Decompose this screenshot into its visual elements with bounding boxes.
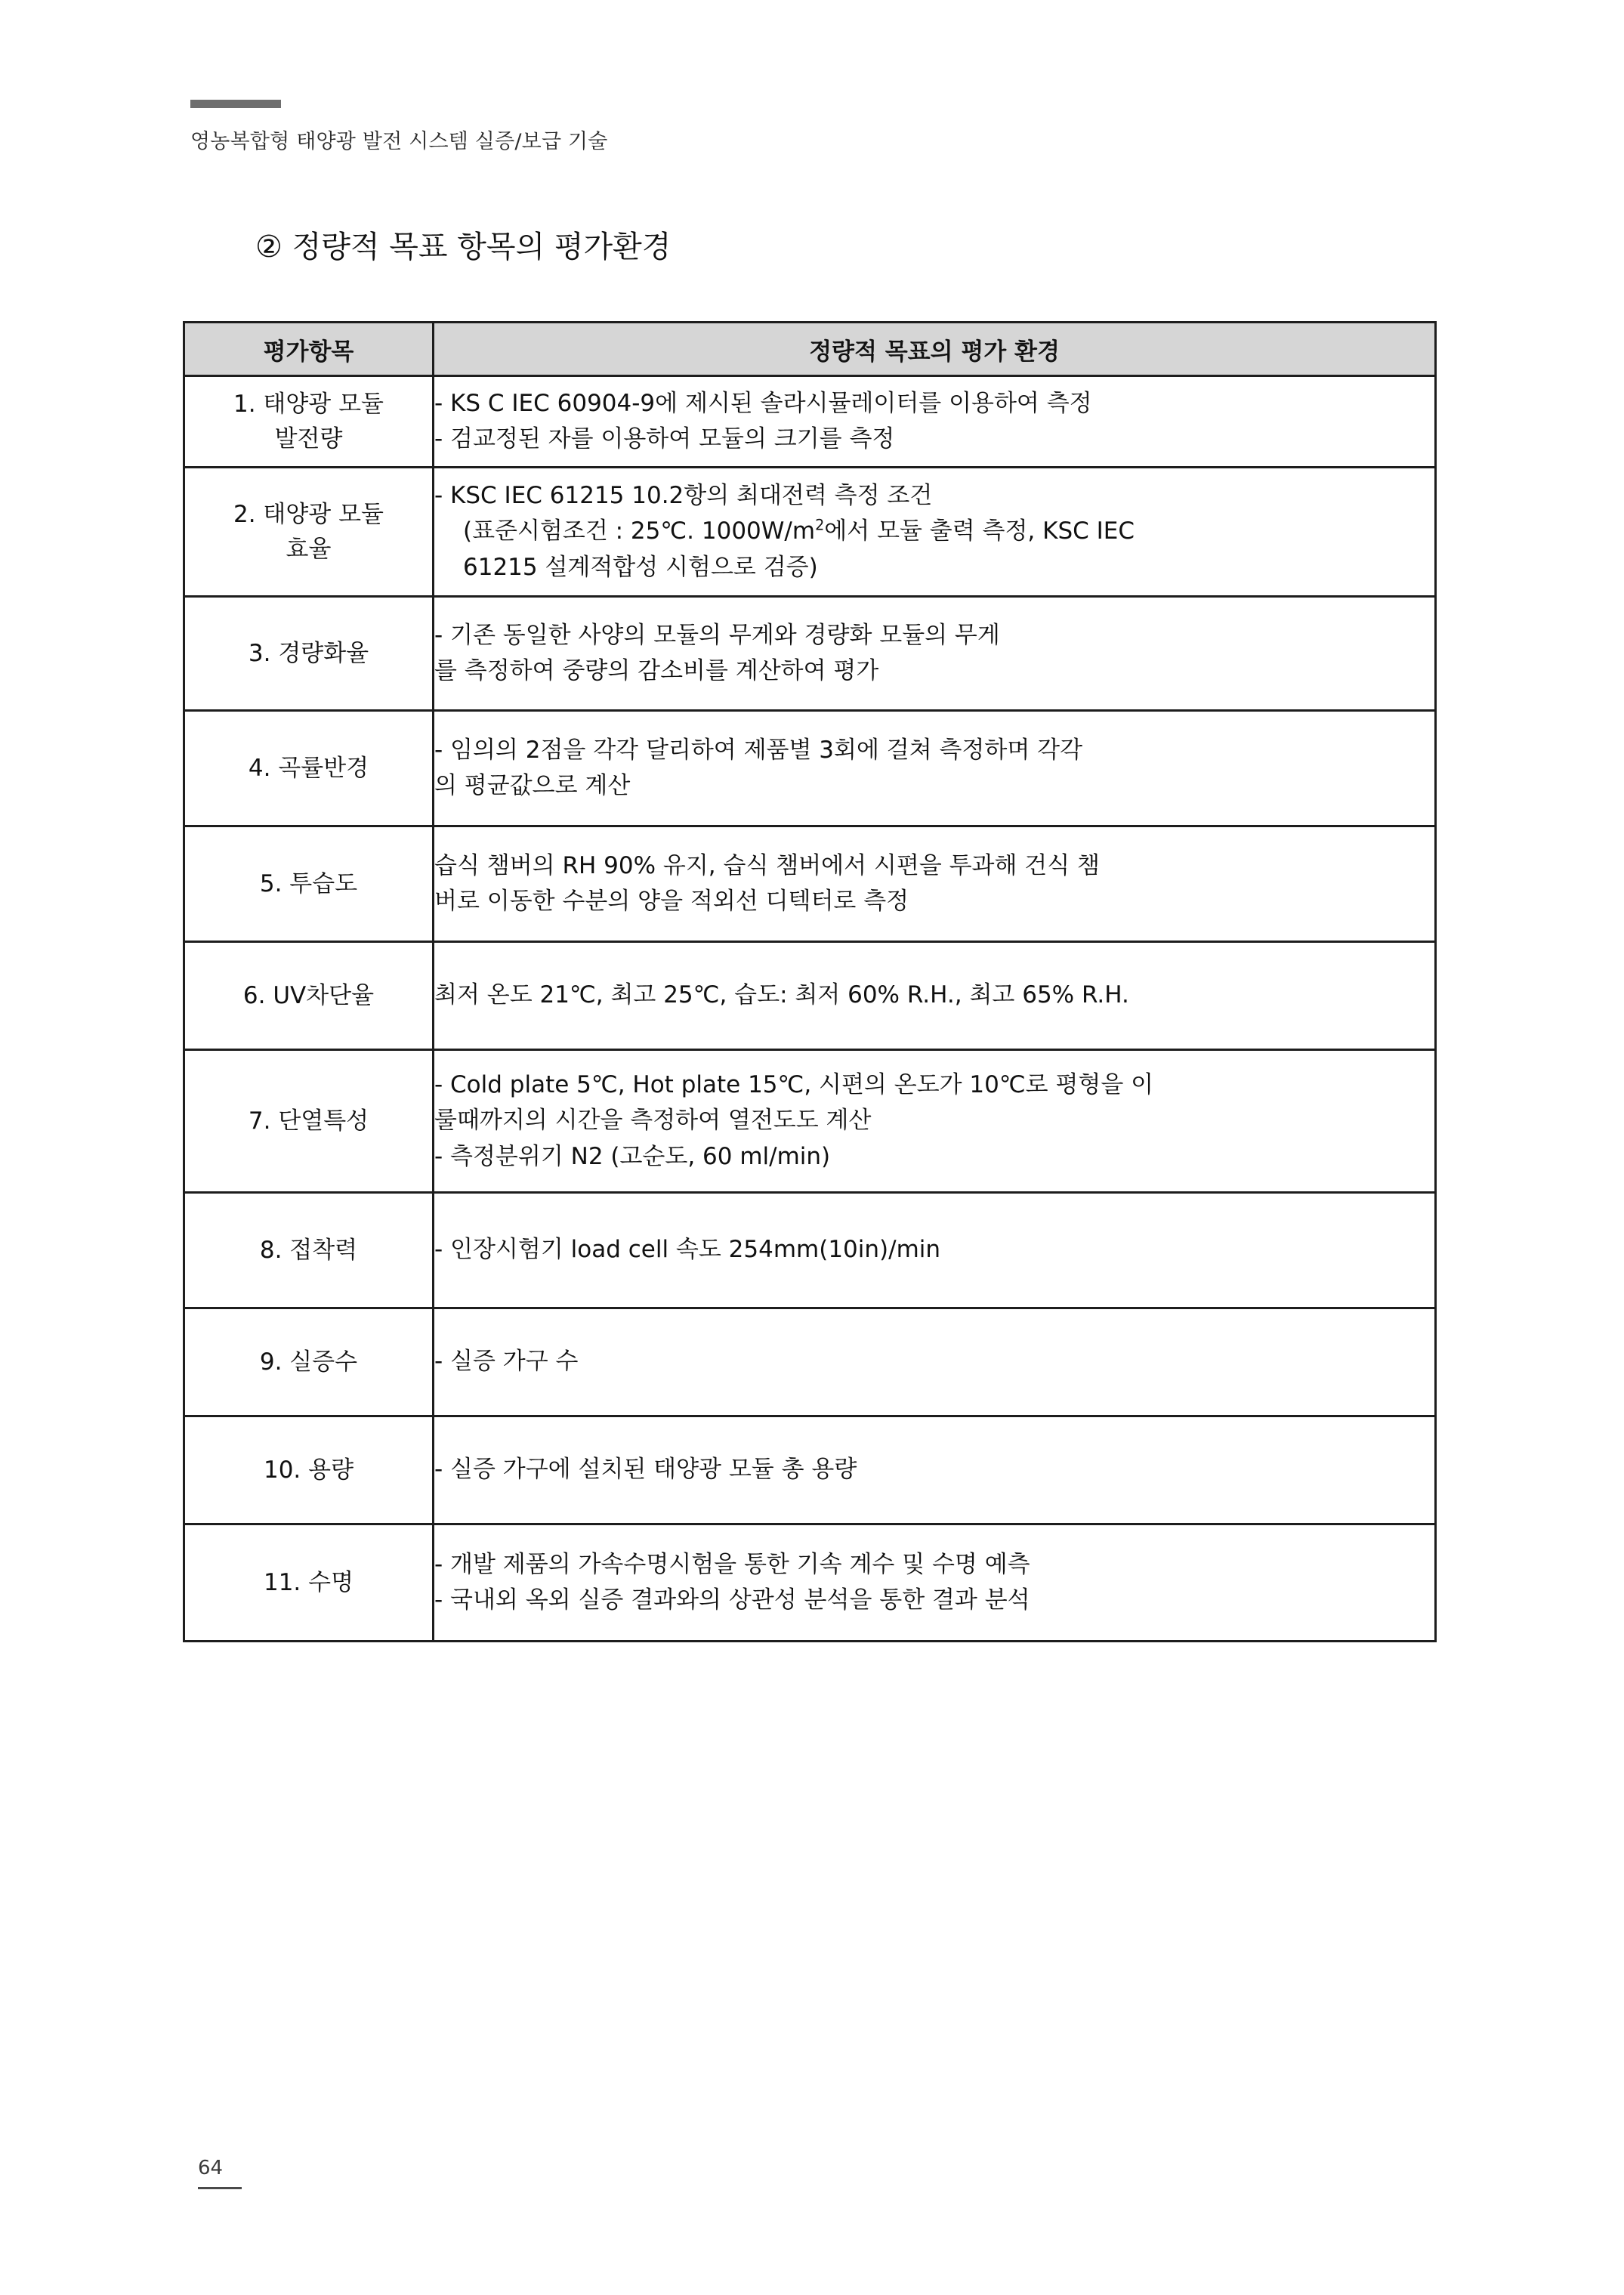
- environment-line: - 기존 동일한 사양의 모듈의 무게와 경량화 모듈의 무게: [434, 621, 1000, 649]
- table-row: [184, 942, 1436, 1050]
- table-row: [184, 1308, 1436, 1416]
- table-cell-item: [184, 376, 434, 468]
- environment-line: 습식 챔버의 RH 90% 유지, 습식 챔버에서 시편을 투과해 건식 챔: [434, 851, 1100, 879]
- table-row: [184, 1416, 1436, 1524]
- table-cell-item: [184, 1193, 434, 1308]
- item-line: 1. 태양광 모듈: [233, 390, 384, 418]
- table-row: [184, 1524, 1436, 1642]
- item-line: 5. 투습도: [259, 870, 358, 897]
- table-row: [184, 1193, 1436, 1308]
- table-cell-environment: [434, 1193, 1436, 1308]
- page-header: [190, 100, 608, 154]
- table-row: [184, 376, 1436, 468]
- table-row: [184, 468, 1436, 597]
- item-line: 효율: [286, 536, 332, 563]
- evaluation-table: [183, 321, 1437, 1642]
- table-cell-item: [184, 1050, 434, 1193]
- table-cell-environment: [434, 1308, 1436, 1416]
- table-cell-environment: [434, 826, 1436, 942]
- page-number: 64: [198, 2157, 224, 2179]
- table-cell-item: [184, 826, 434, 942]
- table-body: [184, 376, 1436, 1642]
- page-title: ② 정량적 목표 항목의 평가환경: [255, 230, 672, 264]
- environment-line: 버로 이동한 수분의 양을 적외선 디텍터로 측정: [434, 888, 909, 915]
- item-line: 6. UV차단율: [242, 981, 375, 1009]
- environment-line: 의 평균값으로 계산: [434, 772, 631, 799]
- environment-line: - KS C IEC 60904-9에 제시된 솔라시뮬레이터를 이용하여 측정: [434, 389, 1092, 417]
- environment-line: - 개발 제품의 가속수명시험을 통한 기속 계수 및 수명 예측: [434, 1550, 1030, 1578]
- environment-line: - KSC IEC 61215 10.2항의 최대전력 측정 조건: [434, 482, 933, 510]
- table-cell-environment: [434, 468, 1436, 597]
- table-row: [184, 1050, 1436, 1193]
- environment-line: - 실증 가구 수: [434, 1348, 579, 1376]
- table-cell-environment: [434, 1524, 1436, 1642]
- table-cell-environment: [434, 711, 1436, 826]
- table-cell-item: [184, 1416, 434, 1524]
- environment-line: - 검교정된 자를 이용하여 모듈의 크기를 측정: [434, 425, 895, 453]
- table-cell-item: [184, 468, 434, 597]
- environment-line: 최저 온도 21℃, 최고 25℃, 습도: 최저 60% R.H., 최고 65% R.H.: [434, 981, 1129, 1009]
- item-line: 7. 단열특성: [248, 1107, 369, 1135]
- table-row: [184, 597, 1436, 711]
- table-cell-item: [184, 942, 434, 1050]
- running-head: 영농복합형 태양광 발전 시스템 실증/보급 기술: [190, 130, 608, 153]
- table-cell-item: [184, 711, 434, 826]
- table-cell-item: [184, 1524, 434, 1642]
- column-header-item: 평가항목: [184, 323, 434, 376]
- header-rule: [190, 100, 281, 108]
- table-row: [184, 711, 1436, 826]
- item-line: 8. 접착력: [259, 1236, 358, 1264]
- table-cell-item: [184, 1308, 434, 1416]
- table-cell-environment: [434, 942, 1436, 1050]
- footer-rule: [198, 2187, 242, 2189]
- environment-line: 61215 설계적합성 시험으로 검증): [463, 553, 818, 581]
- evaluation-table-wrapper: [183, 321, 1437, 1642]
- environment-line: - 인장시험기 load cell 속도 254mm(10in)/min: [434, 1236, 941, 1264]
- item-line: 3. 경량화율: [248, 639, 369, 667]
- table-header-row: [184, 323, 1436, 376]
- item-line: 11. 수명: [263, 1568, 354, 1596]
- environment-line: - 임의의 2점을 각각 달리하여 제품별 3회에 걸쳐 측정하며 각각: [434, 736, 1083, 764]
- environment-line: - 측정분위기 N2 (고순도, 60 ml/min): [434, 1142, 831, 1170]
- environment-line: 룰때까지의 시간을 측정하여 열전도도 계산: [434, 1107, 872, 1135]
- environment-line: - 실증 가구에 설치된 태양광 모듈 총 용량: [434, 1456, 857, 1484]
- item-line: 발전량: [274, 425, 343, 453]
- page-footer: [198, 2157, 242, 2189]
- table-cell-environment: [434, 597, 1436, 711]
- column-header-environment: 정량적 목표의 평가 환경: [434, 323, 1436, 376]
- environment-line: (표준시험조건 : 25℃. $1000W/m^2$에서 모듈 출력 측정, KSC IEC: [463, 517, 1135, 545]
- table-cell-environment: [434, 1050, 1436, 1193]
- table-cell-environment: [434, 1416, 1436, 1524]
- superscript-two: 2: [815, 517, 825, 535]
- environment-line: 를 측정하여 중량의 감소비를 계산하여 평가: [434, 657, 879, 684]
- item-line: 4. 곡률반경: [248, 754, 369, 782]
- table-cell-environment: [434, 376, 1436, 468]
- environment-line: - Cold plate 5℃, Hot plate 15℃, 시편의 온도가 10℃로 평형을 이: [434, 1071, 1154, 1099]
- item-line: 10. 용량: [263, 1456, 354, 1484]
- table-cell-item: [184, 597, 434, 711]
- table-row: [184, 826, 1436, 942]
- environment-line: - 국내외 옥외 실증 결과와의 상관성 분석을 통한 결과 분석: [434, 1586, 1030, 1614]
- item-line: 2. 태양광 모듈: [233, 500, 384, 528]
- item-line: 9. 실증수: [259, 1348, 358, 1376]
